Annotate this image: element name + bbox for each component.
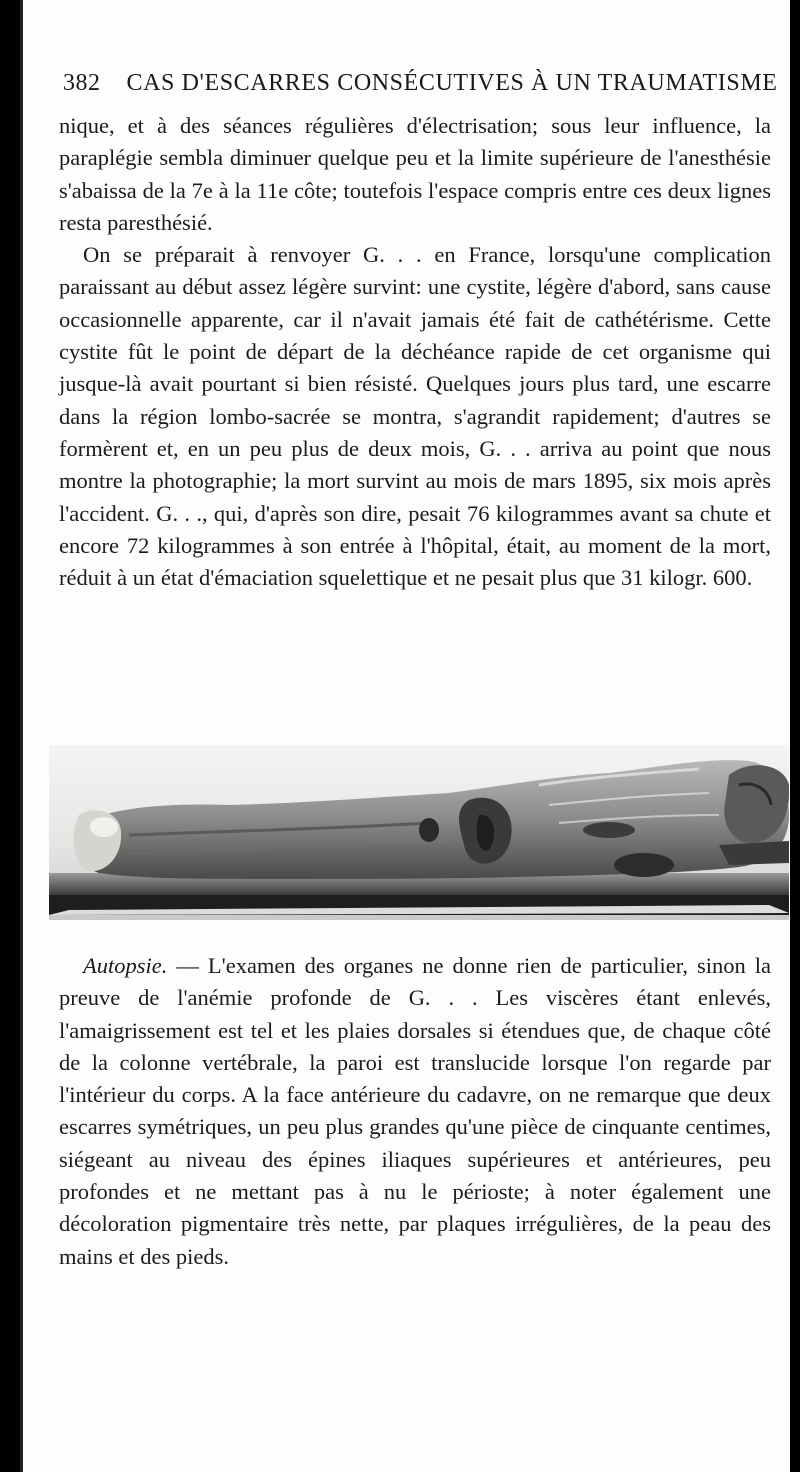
body-text-top bbox=[59, 110, 771, 594]
running-head bbox=[63, 70, 778, 97]
paragraph-complication: On se préparait à renvoyer G. . . en France, lorsqu'une complication paraissant au début assez légère survint: une cystite, légère d'abord, sans cause occasionnelle apparente, car il n'avait jamais été fait de cathétérisme. Cette cystite fût le point de départ de la déchéance rapide de cet organisme qui jusque-là avait pourtant si bien résisté. Quelques jours plus tard, une escarre dans la région lombo-sacrée se montra, s'agrandit rapidement; d'autres se formèrent et, en un peu plus de deux mois, G. . . arriva au point que nous montre la photographie; la mort survint au mois de mars 1895, six mois après l'accident. G. . ., qui, d'après son dire, pesait 76 kilogrammes avant sa chute et encore 72 kilogrammes à son entrée à l'hôpital, était, au moment de la mort, réduit à un état d'émaciation squelettique et ne pesait plus que 31 kilogr. 600. bbox=[59, 242, 771, 591]
paragraph-continuation: nique, et à des séances régulières d'électrisation; sous leur influence, la paraplégie sembla diminuer quelque peu et la limite supérieure de l'anesthésie s'abaissa de la 7e à la 11e côte; toutefois l'espace compris entre ces deux lignes resta paresthésié. bbox=[59, 113, 771, 235]
photograph-figure bbox=[49, 745, 789, 920]
autopsy-text: — L'examen des organes ne donne rien de particulier, sinon la preuve de l'anémie profonde de G. . . Les viscères étant enlevés, l'amaigrissement est tel et les plaies dorsales si étendues que, de chaque côté de la colonne vertébrale, la paroi est translucide lorsque l'on regarde par l'intérieur du corps. A la face antérieure du cadavre, on ne remarque que deux escarres symétriques, un peu plus grandes qu'une pièce de cinquante centimes, siégeant au niveau des épines iliaques supérieures et antérieures, peu profondes et ne mettant pas à nu le périoste; à noter également une décoloration pigmentaire très nette, par plaques irrégulières, de la peau des mains et des pieds. bbox=[59, 953, 771, 1269]
cadaver-photograph bbox=[49, 745, 789, 920]
paragraph-autopsy bbox=[59, 950, 771, 1273]
book-page bbox=[20, 0, 790, 1472]
page-number: 382 bbox=[63, 70, 101, 96]
autopsy-heading: Autopsie. bbox=[83, 953, 168, 978]
running-title: CAS D'ESCARRES CONSÉCUTIVES À UN TRAUMATISME bbox=[126, 70, 778, 96]
body-text-autopsy bbox=[59, 950, 771, 1273]
